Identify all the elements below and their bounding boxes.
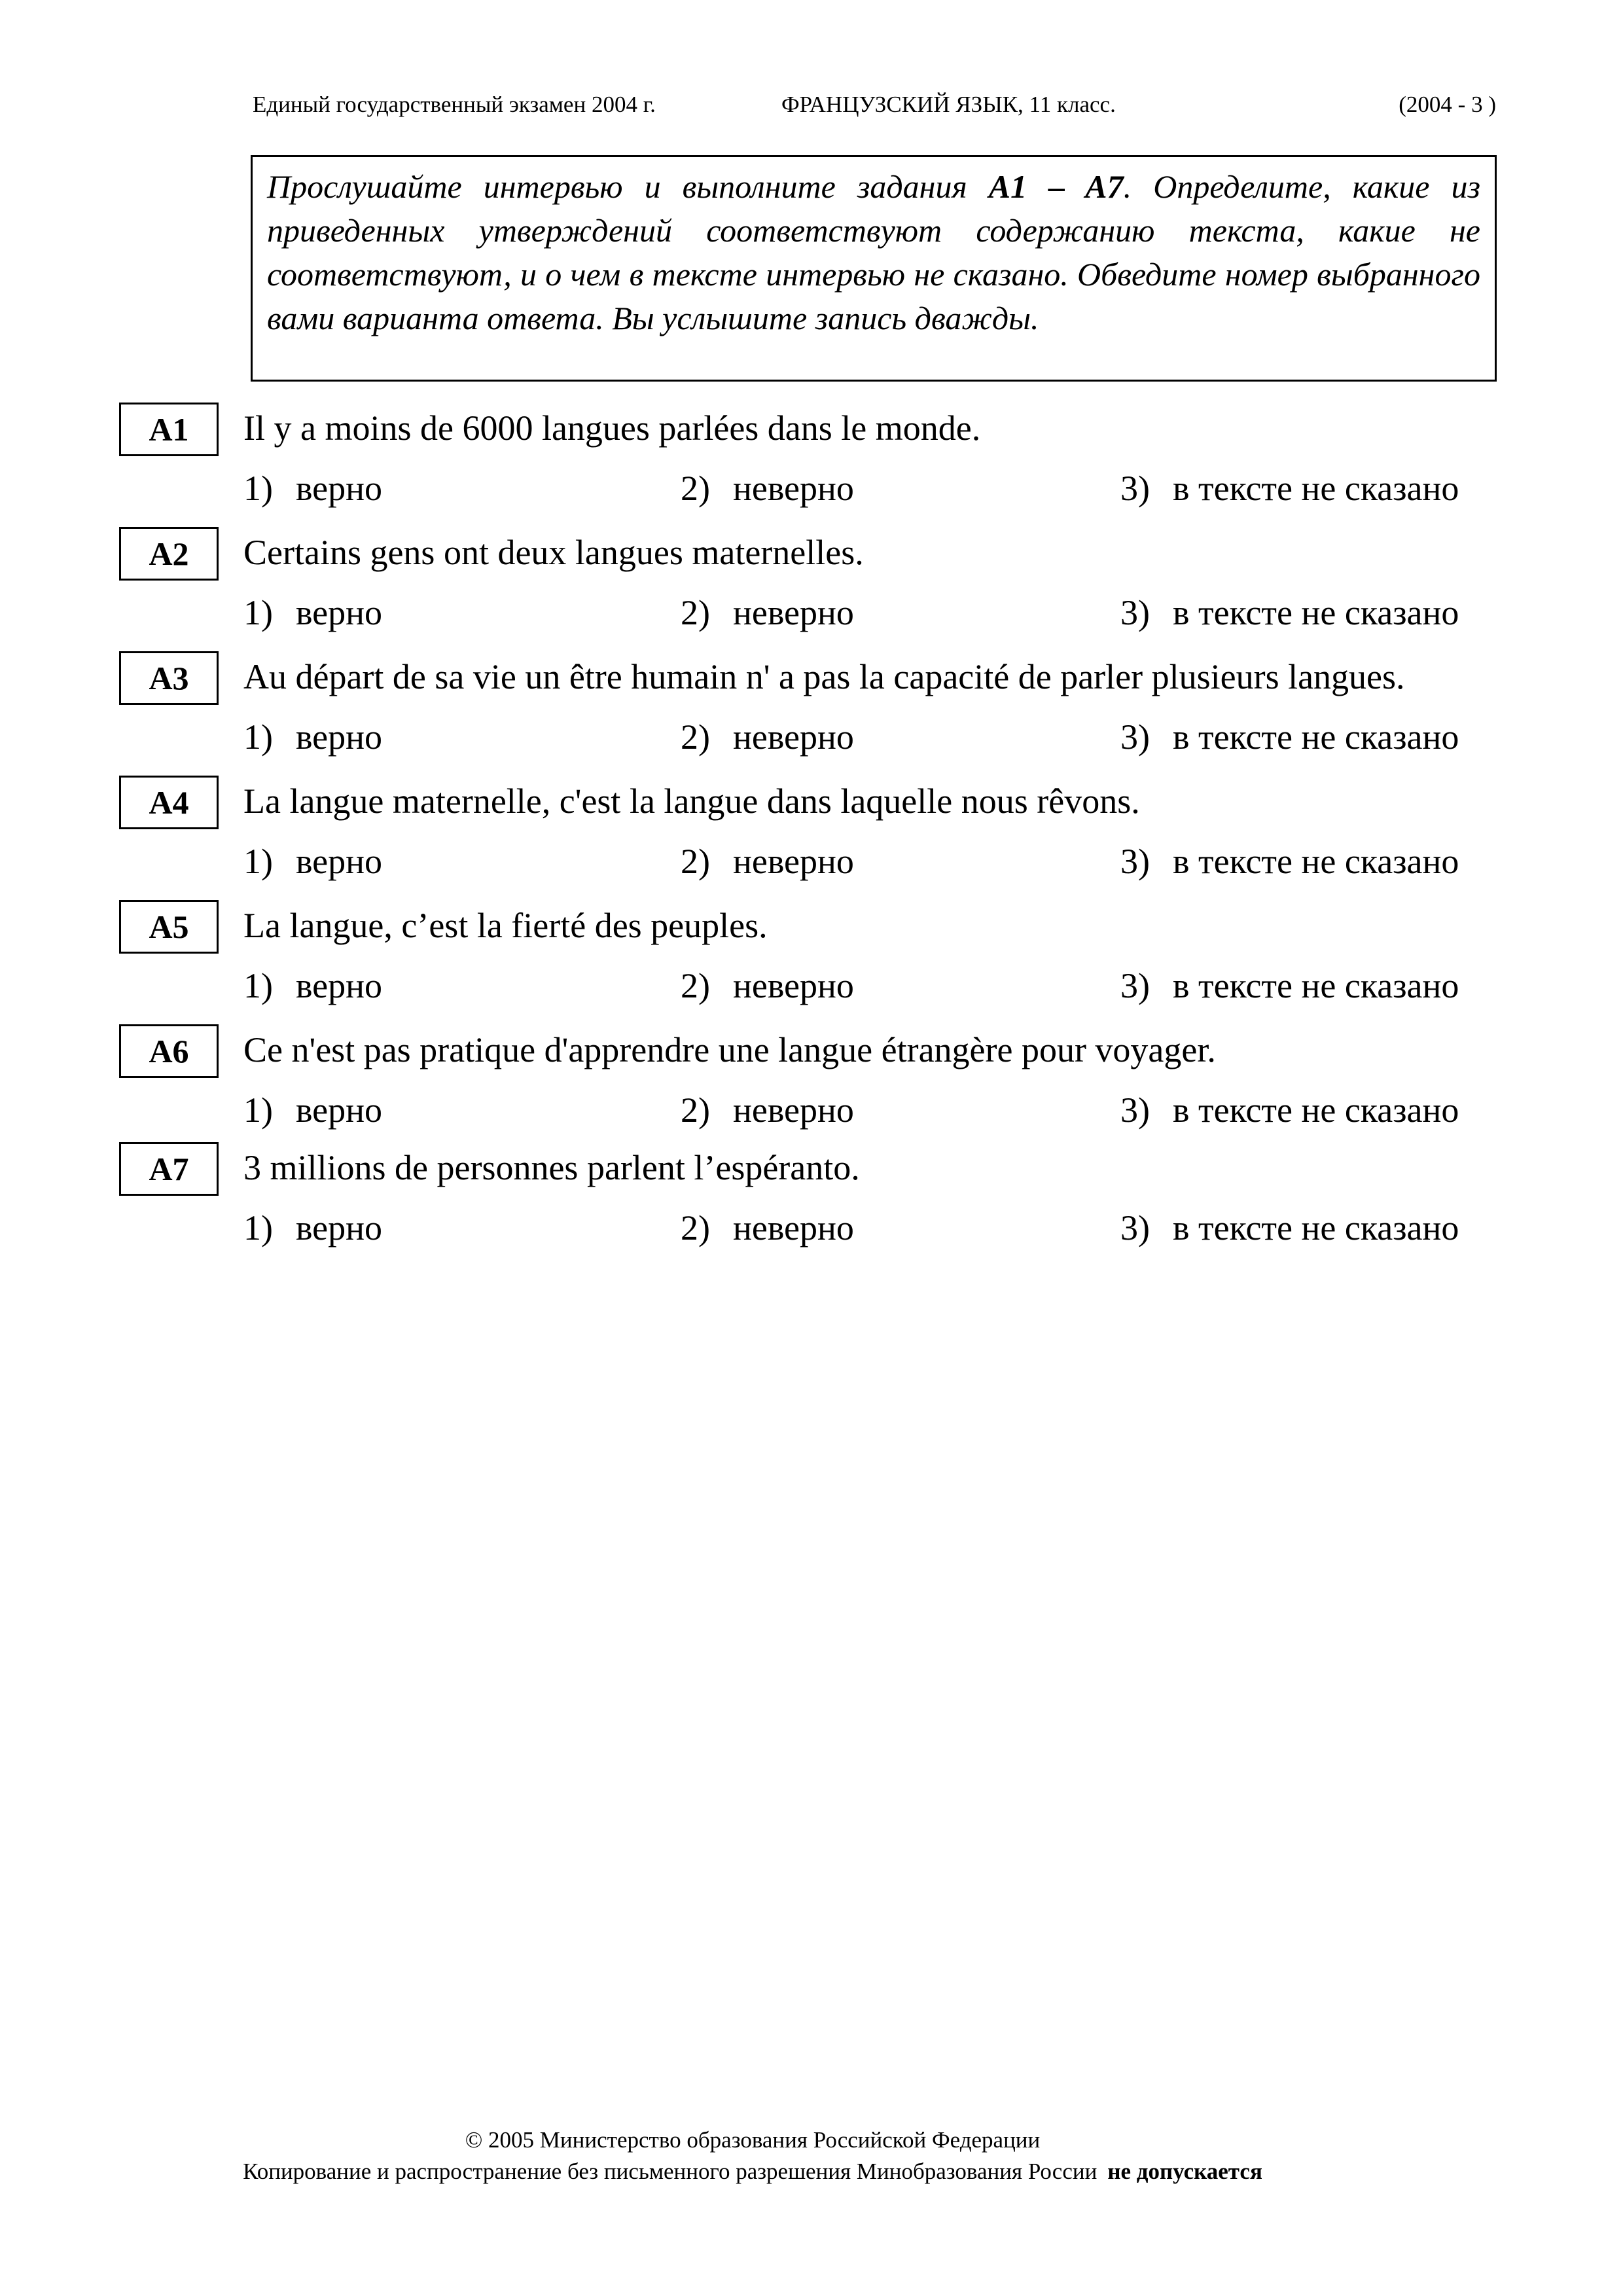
answer-option-3[interactable]	[1120, 468, 1459, 509]
answer-option-label: верно	[296, 1208, 383, 1247]
question-number-box: A7	[119, 1142, 219, 1196]
answer-option-3[interactable]	[1120, 965, 1459, 1006]
answer-option-number: 3)	[1120, 593, 1150, 632]
answer-option-label: верно	[296, 966, 383, 1005]
answer-option-number: 1)	[243, 717, 273, 757]
answer-option-number: 3)	[1120, 966, 1150, 1005]
answer-option-2[interactable]	[681, 592, 854, 633]
answer-option-1[interactable]	[243, 965, 382, 1006]
answer-option-label: неверно	[733, 717, 854, 757]
question-item	[0, 403, 1623, 520]
copying-notice-bold: не допускается	[1107, 2159, 1262, 2184]
answer-option-number: 3)	[1120, 1208, 1150, 1247]
question-statement: Il y a moins de 6000 langues parlées dans le monde.	[243, 408, 981, 448]
question-statement: La langue maternelle, c'est la langue dans laquelle nous rêvons.	[243, 781, 1140, 821]
subject-title: ФРАНЦУЗСКИЙ ЯЗЫК, 11 класс.	[781, 92, 1116, 117]
answer-option-label: в тексте не сказано	[1173, 966, 1459, 1005]
answer-option-label: верно	[296, 717, 383, 757]
instruction-box	[251, 155, 1497, 382]
answer-option-label: верно	[296, 842, 383, 881]
answer-option-number: 1)	[243, 469, 273, 508]
question-number-box: A3	[119, 651, 219, 705]
answer-option-number: 3)	[1120, 717, 1150, 757]
answer-option-3[interactable]	[1120, 1090, 1459, 1130]
answer-option-number: 1)	[243, 842, 273, 881]
answer-option-2[interactable]	[681, 717, 854, 757]
answer-option-label: неверно	[733, 469, 854, 508]
answer-option-number: 2)	[681, 842, 710, 881]
answer-option-2[interactable]	[681, 468, 854, 509]
question-item	[0, 1024, 1623, 1142]
answer-option-2[interactable]	[681, 841, 854, 882]
answer-option-label: в тексте не сказано	[1173, 717, 1459, 757]
question-statement: La langue, c’est la fierté des peuples.	[243, 906, 768, 945]
answer-option-label: в тексте не сказано	[1173, 1208, 1459, 1247]
answer-option-number: 2)	[681, 966, 710, 1005]
answer-option-1[interactable]	[243, 1208, 382, 1248]
answer-option-2[interactable]	[681, 1208, 854, 1248]
question-number-box: A4	[119, 776, 219, 829]
answer-option-label: неверно	[733, 1090, 854, 1130]
answer-option-number: 2)	[681, 1090, 710, 1130]
copyright-line	[0, 2127, 1564, 2153]
answer-option-label: верно	[296, 469, 383, 508]
question-number-box: A6	[119, 1024, 219, 1078]
answer-option-label: верно	[296, 1090, 383, 1130]
answer-option-2[interactable]	[681, 1090, 854, 1130]
answer-option-label: в тексте не сказано	[1173, 469, 1459, 508]
answer-option-1[interactable]	[243, 468, 382, 509]
question-item	[0, 527, 1623, 645]
answer-option-label: неверно	[733, 593, 854, 632]
answer-option-number: 2)	[681, 1208, 710, 1247]
answer-option-3[interactable]	[1120, 841, 1459, 882]
answer-option-number: 2)	[681, 469, 710, 508]
answer-option-1[interactable]	[243, 592, 382, 633]
question-statement: 3 millions de personnes parlent l’espéranto.	[243, 1148, 860, 1187]
answer-option-label: верно	[296, 593, 383, 632]
answer-option-number: 3)	[1120, 842, 1150, 881]
answer-option-3[interactable]	[1120, 717, 1459, 757]
answer-option-label: неверно	[733, 966, 854, 1005]
answer-option-3[interactable]	[1120, 1208, 1459, 1248]
question-statement: Ce n'est pas pratique d'apprendre une langue étrangère pour voyager.	[243, 1030, 1216, 1069]
question-item	[0, 900, 1623, 1018]
answer-option-number: 3)	[1120, 469, 1150, 508]
instruction-text-2: . Определите, какие из приведенных утверждений соответствуют содержанию текста, какие не соответствуют, и о чем в тексте интервью не сказано. Обведите номер выбранного вами варианта ответа. Вы услышите запись дважды.	[267, 168, 1481, 336]
instruction-text-1: Прослушайте интервью и выполните задания	[267, 168, 989, 205]
answer-option-number: 1)	[243, 1090, 273, 1130]
copying-notice	[0, 2159, 1564, 2185]
answer-option-label: неверно	[733, 1208, 854, 1247]
answer-option-1[interactable]	[243, 841, 382, 882]
answer-option-number: 2)	[681, 717, 710, 757]
page-header	[253, 92, 1496, 128]
answer-option-number: 3)	[1120, 1090, 1150, 1130]
answer-option-1[interactable]	[243, 1090, 382, 1130]
answer-option-label: в тексте не сказано	[1173, 1090, 1459, 1130]
answer-option-number: 2)	[681, 593, 710, 632]
answer-option-1[interactable]	[243, 717, 382, 757]
answer-option-label: неверно	[733, 842, 854, 881]
question-item	[0, 651, 1623, 769]
question-number-box: A1	[119, 403, 219, 456]
instruction-task-range: A1 – A7	[988, 168, 1124, 205]
answer-option-number: 1)	[243, 593, 273, 632]
exam-title: Единый государственный экзамен 2004 г.	[253, 92, 656, 117]
page-code: (2004 - 3 )	[1399, 92, 1496, 117]
answer-option-number: 1)	[243, 966, 273, 1005]
question-item	[0, 1142, 1623, 1260]
answer-option-number: 1)	[243, 1208, 273, 1247]
copyright-text: © 2005 Министерство образования Российской Федерации	[465, 2127, 1041, 2153]
answer-option-2[interactable]	[681, 965, 854, 1006]
answer-option-label: в тексте не сказано	[1173, 593, 1459, 632]
question-number-box: A5	[119, 900, 219, 954]
question-statement: Certains gens ont deux langues maternelles.	[243, 533, 864, 572]
question-item	[0, 776, 1623, 893]
question-number-box: A2	[119, 527, 219, 581]
answer-option-3[interactable]	[1120, 592, 1459, 633]
answer-option-label: в тексте не сказано	[1173, 842, 1459, 881]
copying-notice-text: Копирование и распространение без письменного разрешения Минобразования России	[243, 2159, 1097, 2184]
question-statement: Au départ de sa vie un être humain n' a pas la capacité de parler plusieurs langues.	[243, 657, 1405, 696]
